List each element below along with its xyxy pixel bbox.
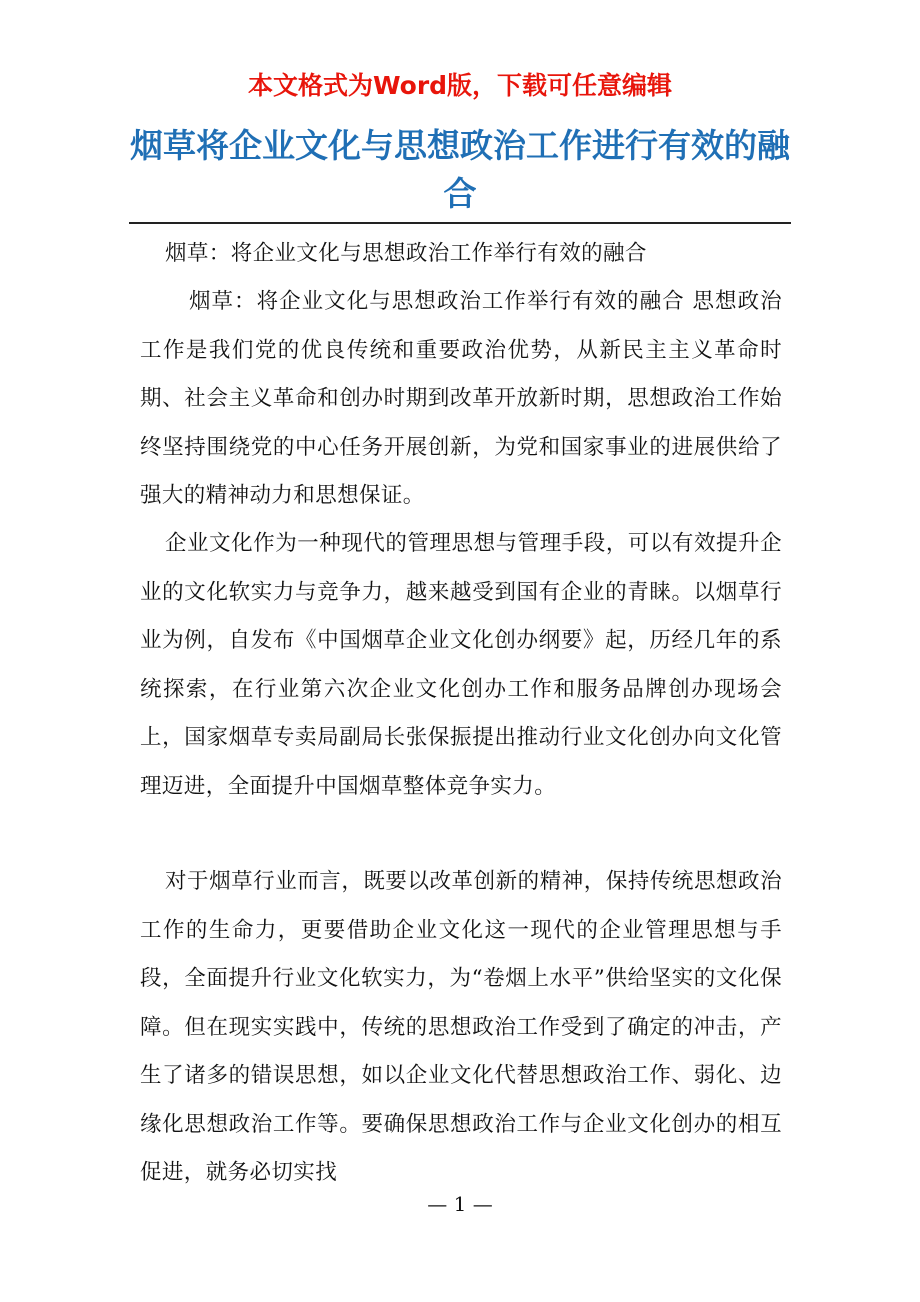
document-title: 烟草将企业文化与思想政治工作进行有效的融合 xyxy=(130,126,790,213)
subheading: 烟草：将企业文化与思想政治工作举行有效的融合 xyxy=(165,241,647,266)
paragraph-3: 对于烟草行业而言，既要以改革创新的精神，保持传统思想政治工作的生命力，更要借助企业文化这一现代的企业管理思想与手段，全面提升行业文化软实力，为“卷烟上水平”供给坚实的文化保障。但在现实实践中，传统的思想政治工作受到了确定的冲击，产生了诸多的错误思想，如以企业文化代替思想政治工作、弱化、边缘化思想政治工作等。要确保思想政治工作与企业文化创办的相互促进，就务必切实找 xyxy=(140,869,782,1185)
paragraph-1: 烟草：将企业文化与思想政治工作举行有效的融合 思想政治工作是我们党的优良传统和重要政治优势，从新民主主义革命时期、社会主义革命和创办时期到改革开放新时期，思想政治工作始终坚持围绕党的中心任务开展创新，为党和国家事业的进展供给了强大的精神动力和思想保证。 xyxy=(140,289,782,508)
format-notice: 本文格式为Word版，下载可任意编辑 xyxy=(247,71,673,100)
title-divider xyxy=(129,222,791,224)
paragraph-2: 企业文化作为一种现代的管理思想与管理手段，可以有效提升企业的文化软实力与竞争力，越来越受到国有企业的青睐。以烟草行业为例，自发布《中国烟草企业文化创办纲要》起，历经几年的系统探索，在行业第六次企业文化创办工作和服务品牌创办现场会上，国家烟草专卖局副局长张保振提出推动行业文化创办向文化管理迈进，全面提升中国烟草整体竞争实力。 xyxy=(140,531,782,799)
page-number: — 1 — xyxy=(427,1192,493,1216)
